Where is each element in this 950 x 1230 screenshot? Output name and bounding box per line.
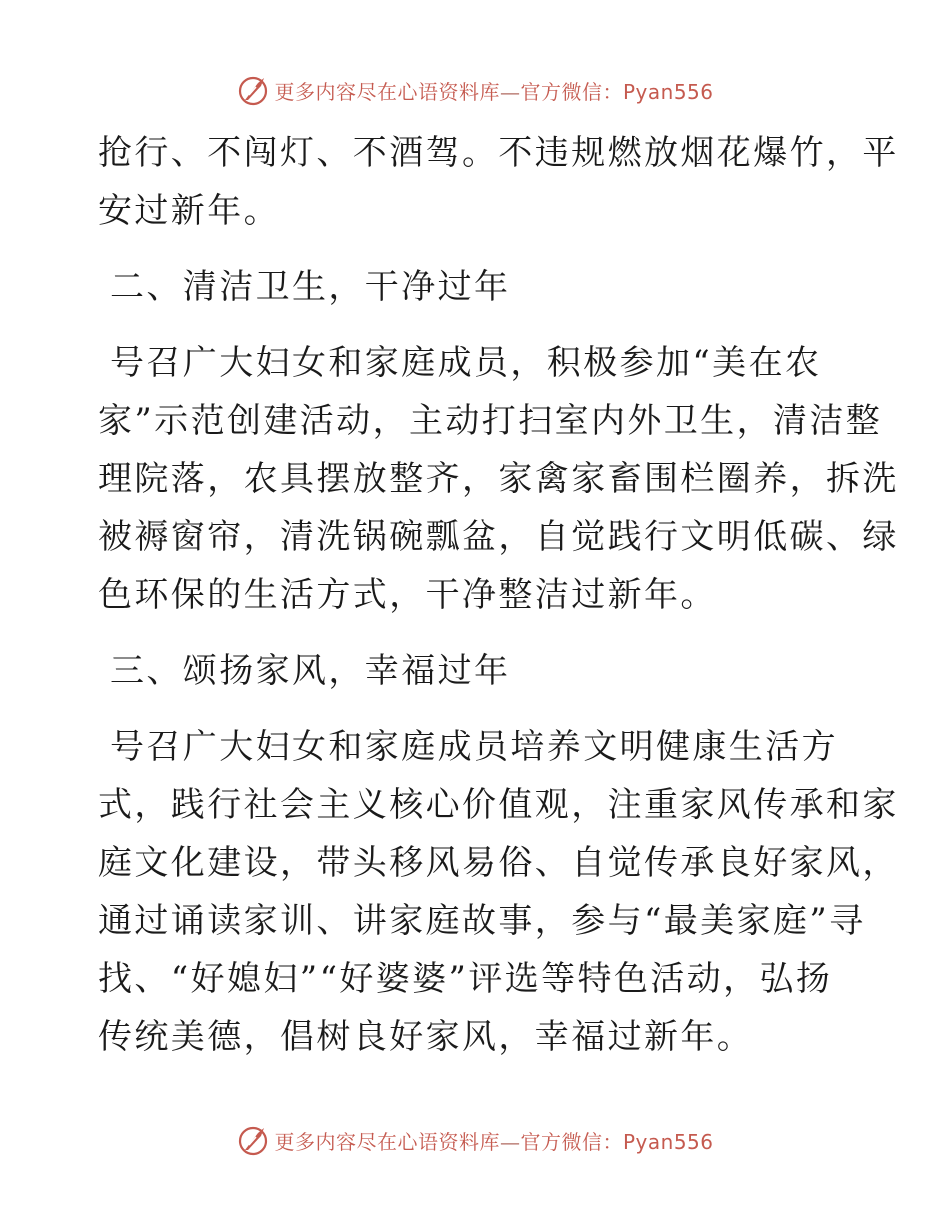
- banner-separator: —: [499, 1129, 521, 1154]
- quill-logo-icon: [236, 1123, 270, 1157]
- text-line: 家”示范创建活动，主动打扫室内外卫生，清洁整: [98, 401, 883, 441]
- text-line: 抢行、不闯灯、不酒驾。不违规燃放烟花爆竹，平: [98, 133, 899, 173]
- section-heading-2: 二、清洁卫生，干净过年: [110, 267, 511, 307]
- text-line: 理院落，农具摆放整齐，家禽家畜围栏圈养，拆洗: [98, 459, 899, 499]
- header-watermark-banner: [0, 70, 950, 110]
- paragraph-2: [98, 334, 899, 624]
- text-line: 色环保的生活方式，干净整洁过新年。: [98, 575, 717, 615]
- text-line: 号召广大妇女和家庭成员培养文明健康生活方: [110, 727, 838, 767]
- banner-site-text: 更多内容尽在心语资料库: [274, 79, 500, 104]
- footer-watermark-banner: [0, 1120, 950, 1160]
- banner-separator: —: [499, 79, 521, 104]
- text-line: 号召广大妇女和家庭成员，积极参加“美在农: [110, 343, 822, 383]
- section-heading-3: 三、颂扬家风，幸福过年: [110, 651, 511, 691]
- text-line: 传统美德，倡树良好家风，幸福过新年。: [98, 1017, 754, 1057]
- banner-wechat-id: Pyan556: [622, 79, 714, 104]
- text-line: 安过新年。: [98, 191, 280, 231]
- paragraph-3: [98, 718, 899, 1066]
- text-line: 通过诵读家训、讲家庭故事，参与“最美家庭”寻: [98, 901, 866, 941]
- banner-wechat-label: 官方微信：: [520, 1129, 623, 1154]
- text-line: 式，践行社会主义核心价值观，注重家风传承和家: [98, 785, 899, 825]
- text-line: 被褥窗帘，清洗锅碗瓢盆，自觉践行文明低碳、绿: [98, 517, 899, 557]
- document-body: [98, 124, 899, 1066]
- banner-wechat-label: 官方微信：: [520, 79, 623, 104]
- paragraph-1: [98, 124, 899, 240]
- quill-logo-icon: [236, 73, 270, 107]
- banner-site-text: 更多内容尽在心语资料库: [274, 1129, 500, 1154]
- text-line: 庭文化建设，带头移风易俗、自觉传承良好家风，: [98, 843, 899, 883]
- banner-wechat-id: Pyan556: [622, 1129, 714, 1154]
- text-line: 找、“好媳妇”“好婆婆”评选等特色活动，弘扬: [98, 959, 833, 999]
